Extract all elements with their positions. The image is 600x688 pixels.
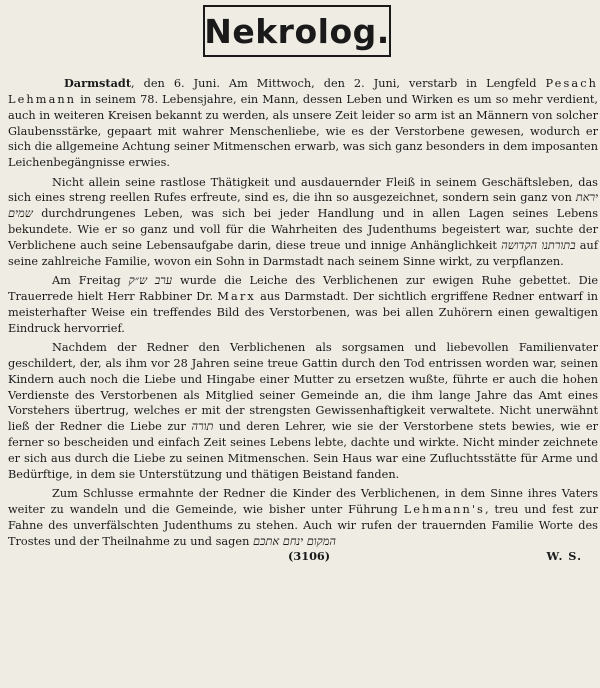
deceased-name: Pesach Lehmann [8,77,598,106]
paragraph-4 [8,340,598,483]
p5-text-b: , treu und fest zur Fahne des unverfälschten Judenthums zu stehen. Auch wir rufen der trauernden Familie Worte des Trostes und der Theilnahme zu und sagen [8,502,598,548]
p5-hebrew: המקום ינחם אתכם [252,534,337,548]
p2-hebrew-b: בתורתנו הקדושה [501,238,576,252]
p4-hebrew: תורה [191,420,214,434]
p3-text-a: Am Freitag [52,274,129,288]
p3-text-c: aus Darmstadt. Der sichtlich ergriffene Redner entwarf in meisterhafter Weise ein treffendes Bild des Verstorbenen, was bei allen Zuhörern einen gewaltigen Eindruck hervorrief. [8,289,598,335]
rabbi-name: Marx [217,289,256,303]
lehmann-name: Lehmann's [403,502,485,516]
footer-line [8,549,598,565]
date-text: , den 6. Juni. [131,77,220,90]
p3-text-b: wurde die Leiche des Verblichenen zur ewigen Ruhe gebettet. Die Trauerrede hielt Herr Rabbiner Dr. [8,274,598,303]
p1-text-b: in seinem 78. Lebensjahre, ein Mann, dessen Leben und Wirken es um so mehr verdient, auch in weiteren Kreisen bekannt zu werden, als unsere Zeit leider so arm ist an Männern von solcher Glaubensstärke, gepaart mit wahrer Menschenliebe, wie es der Verstorbene gewesen, wodurch er sich die allgemeine Achtung seiner Mitmenschen erwarb, was sich ganz besonders in dem imposanten Leichenbegängnisse erwies. [8,92,598,170]
p4-text-b: und deren Lehrer, wie sie der Verstorbene stets bewies, wie er ferner so bescheiden und einfach Zeit seines Lebens lebte, dachte und wirkte. Nicht minder zeichnete er sich aus durch die Liebe zu seinen Mitmenschen. Sein Haus war eine Zufluchtsstätte für Arme und Bedürftige, in dem sie Unterstützung und thätigen Beistand fanden. [8,420,598,481]
p2-hebrew-a: יראת שמים [8,191,598,221]
paragraph-5 [8,486,598,565]
paragraph-1 [8,76,598,171]
ad-number: (3106) [288,549,331,564]
p1-text-a: Am Mittwoch, den 2. Juni, verstarb in Lengfeld [219,77,546,90]
p3-hebrew: ערב ש״ק [128,274,173,288]
p5-text-a: Zum Schlusse ermahnte der Redner die Kinder des Verblichenen, in dem Sinne ihres Vaters weiter zu wandeln und die Gemeinde, wie bisher unter Führung [8,487,598,516]
p4-text-a: Nachdem der Redner den Verblichenen als sorgsamen und liebevollen Familienvater geschildert, der, als ihm vor 28 Jahren seine treue Gattin durch den Tod entrissen worden war, seinen Kindern auch noch die Liebe und Hingabe einer Mutter zu ersetzen wußte, führte er auch die hohen Verdienste des Verstorbenen als Mitglied seiner Gemeinde an, die ihm lange Jahre das Amt eines Vorstehers übertrug, welches er mit der strengsten Gewissenhaftigkeit verwaltete. Nicht unerwähnt ließ der Redner die Liebe zur [8,341,598,434]
p2-text-b: durchdrungenes Leben, was sich bei jeder Handlung und in allen Lagen seines Lebens bekundete. Wie er so ganz und voll für die Wahrheiten des Judenthums begeistert war, suchte der Verblichene auch seine Lebensaufgabe darin, diese treue und innige Anhänglichkeit [8,207,598,252]
p2-text-a: Nicht allein seine rastlose Thätigkeit und ausdauernder Fleiß in seinem Geschäftsleben, das sich eines streng reellen Rufes erfreute, sind es, die ihn so ausgezeichnet, sondern sein ganz von [8,175,598,205]
p2-text-c: auf seine zahlreiche Familie, wovon ein Sohn in Darmstadt nach seinem Sinne wirkt, zu verpflanzen. [8,238,598,268]
place-name: Darmstadt [64,76,132,90]
paragraph-3 [8,273,598,336]
signature: W. S. [546,549,582,564]
title-box [203,5,391,57]
page-title: Nekrolog. [204,11,390,51]
paragraph-2 [8,175,598,270]
article-body [8,76,598,569]
